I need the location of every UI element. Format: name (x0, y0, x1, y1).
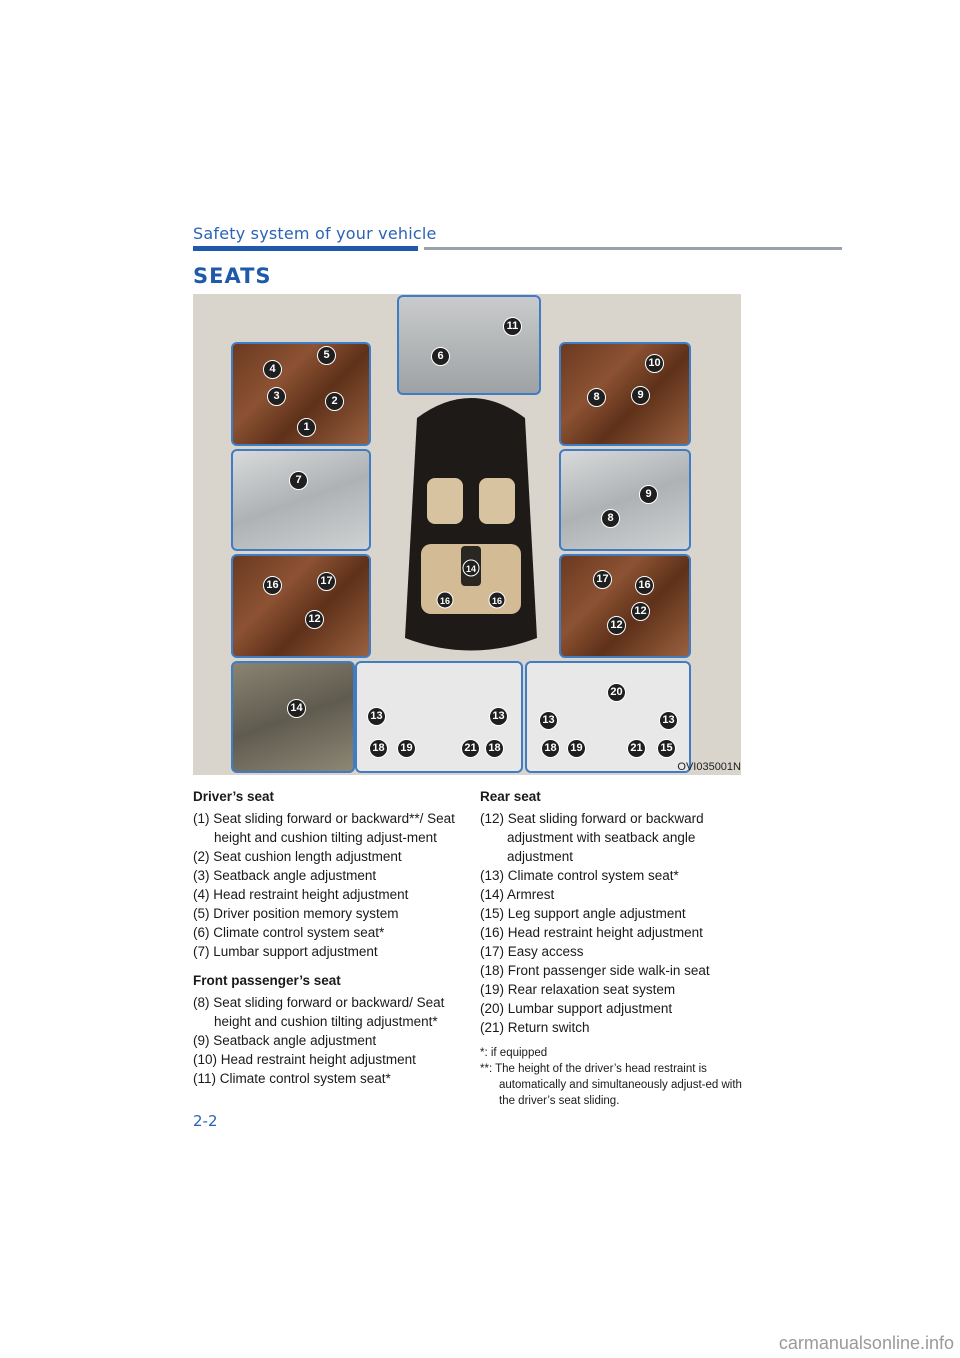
header-rule (424, 247, 842, 250)
list-item: (2) Seat cushion length adjustment (193, 849, 402, 864)
list-item: (12) Seat sliding forward or backward adjustment with seatback angle adjustment (480, 811, 704, 864)
callout-15: 15 (657, 739, 676, 758)
callout-8: 8 (587, 388, 606, 407)
panel-rear-left-switches (231, 554, 371, 658)
list-item: (16) Head restraint height adjustment (480, 925, 703, 940)
callout-18: 18 (369, 739, 388, 758)
footnote: **: The height of the driver’s head restraint is automatically and simultaneously adjust-ed with the driver’s seat sliding. (480, 1063, 742, 1107)
panel-driver-seat-switches (231, 342, 371, 446)
callout-18b: 18 (485, 739, 504, 758)
list-item: (6) Climate control system seat* (193, 925, 385, 940)
figure-code: OVI035001N (677, 761, 741, 773)
list-item: (5) Driver position memory system (193, 906, 399, 921)
car-label-16b: 16 (491, 596, 503, 606)
callout-13c: 13 (539, 711, 558, 730)
footnote: *: if equipped (480, 1047, 548, 1059)
list-item: (19) Rear relaxation seat system (480, 982, 676, 997)
list-item: (15) Leg support angle adjustment (480, 906, 686, 921)
list-item: (3) Seatback angle adjustment (193, 868, 377, 883)
right-column (480, 787, 745, 1109)
panel-armrest (231, 661, 355, 773)
callout-3: 3 (267, 387, 286, 406)
panel-lumbar-switch (231, 449, 371, 551)
page-number: 2-2 (193, 1112, 218, 1130)
callout-18c: 18 (541, 739, 560, 758)
callout-17: 17 (317, 572, 336, 591)
callout-1: 1 (297, 418, 316, 437)
running-header: Safety system of your vehicle (193, 224, 437, 243)
left-column (193, 787, 458, 1088)
callout-16: 16 (263, 576, 282, 595)
callout-13d: 13 (659, 711, 678, 730)
list-item: (10) Head restraint height adjustment (193, 1052, 416, 1067)
callout-13: 13 (367, 707, 386, 726)
list-item: (20) Lumbar support adjustment (480, 1001, 673, 1016)
list-item: (4) Head restraint height adjustment (193, 887, 409, 902)
list-item: (17) Easy access (480, 944, 584, 959)
callout-5: 5 (317, 346, 336, 365)
callout-8b: 8 (601, 509, 620, 528)
callout-13b: 13 (489, 707, 508, 726)
list-item: (13) Climate control system seat* (480, 868, 679, 883)
callout-6: 6 (431, 347, 450, 366)
callout-19b: 19 (567, 739, 586, 758)
callout-7: 7 (289, 471, 308, 490)
panel-rear-climate-left (355, 661, 523, 773)
car-overhead-icon (397, 388, 545, 658)
list-item: (21) Return switch (480, 1020, 590, 1035)
callout-12b: 12 (631, 602, 650, 621)
callout-12c: 12 (607, 616, 626, 635)
section-title: SEATS (193, 264, 272, 288)
front-passenger-seat-heading: Front passenger’s seat (193, 973, 341, 988)
drivers-seat-heading: Driver’s seat (193, 789, 275, 804)
watermark: carmanualsonline.info (778, 1333, 954, 1353)
panel-rear-climate-right (525, 661, 691, 773)
callout-21: 21 (461, 739, 480, 758)
callout-19: 19 (397, 739, 416, 758)
callout-21b: 21 (627, 739, 646, 758)
list-item: (14) Armrest (480, 887, 555, 902)
car-label-14: 14 (465, 564, 477, 574)
car-label-16a: 16 (439, 596, 451, 606)
callout-20: 20 (607, 683, 626, 702)
callout-16b: 16 (635, 576, 654, 595)
callout-9b: 9 (639, 485, 658, 504)
callout-10: 10 (645, 354, 664, 373)
callout-9: 9 (631, 386, 650, 405)
panel-passenger-side-switches (559, 449, 691, 551)
callout-14: 14 (287, 699, 306, 718)
header-rule-accent (193, 246, 418, 251)
callout-11: 11 (503, 317, 522, 336)
panel-passenger-seat-switches (559, 342, 691, 446)
list-item: (9) Seatback angle adjustment (193, 1033, 377, 1048)
list-item: (1) Seat sliding forward or backward**/ Seat height and cushion tilting adjust-ment (193, 811, 455, 845)
list-item: (7) Lumbar support adjustment (193, 944, 378, 959)
list-item: (18) Front passenger side walk-in seat (480, 963, 710, 978)
panel-front-console (397, 295, 541, 395)
list-item: (8) Seat sliding forward or backward/ Seat height and cushion tilting adjustment* (193, 995, 445, 1029)
callout-4: 4 (263, 360, 282, 379)
callout-12: 12 (305, 610, 324, 629)
rear-seat-heading: Rear seat (480, 789, 541, 804)
callout-2: 2 (325, 392, 344, 411)
list-item: (11) Climate control system seat* (193, 1071, 391, 1086)
callout-17b: 17 (593, 570, 612, 589)
panel-rear-right-switches (559, 554, 691, 658)
